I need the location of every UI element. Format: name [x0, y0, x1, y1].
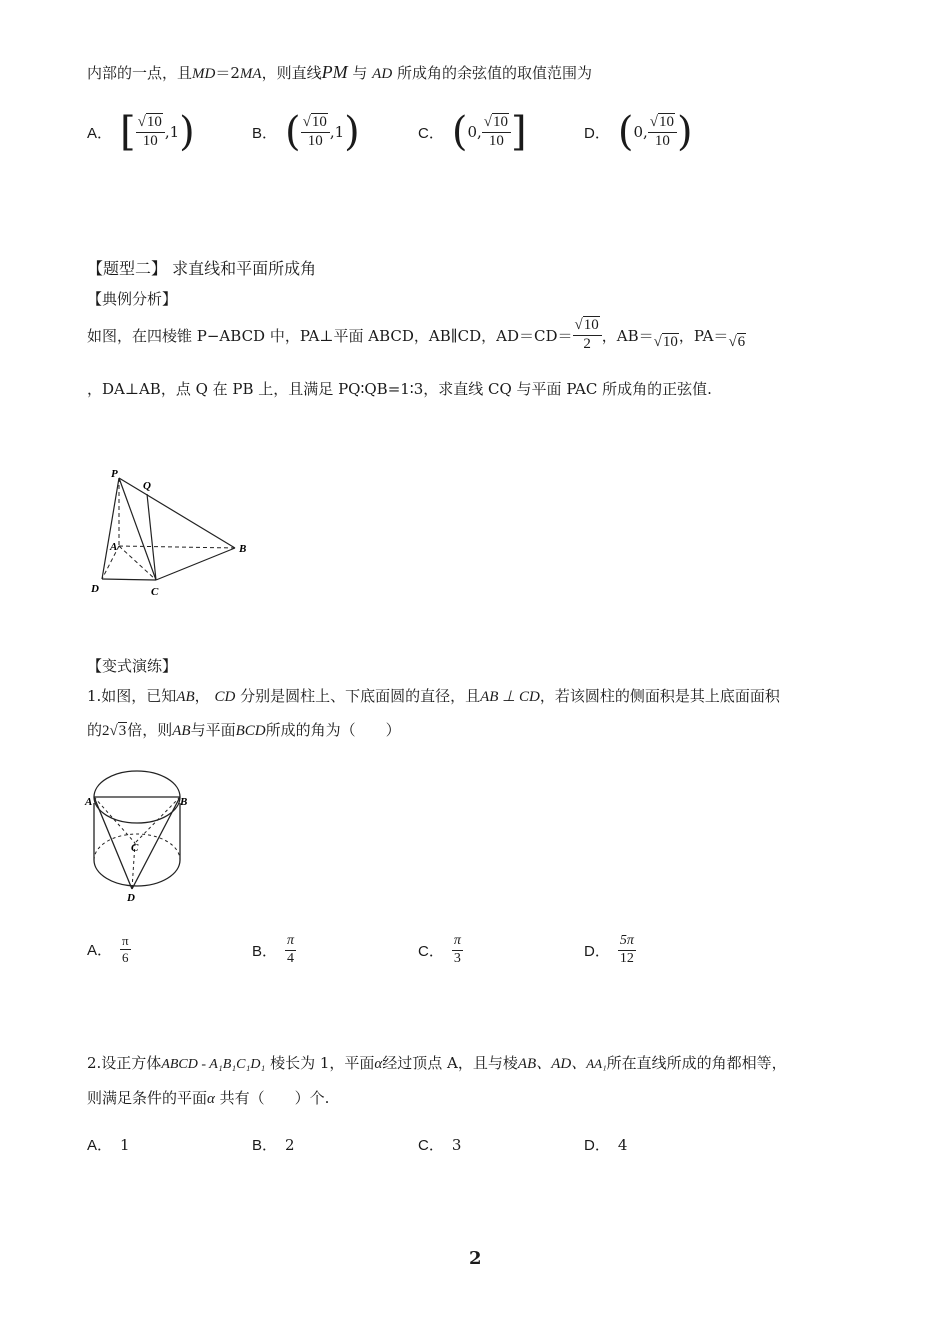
q1-line-1: 1.如图，已知AB， CD 分别是圆柱上、下底面圆的直径，且AB ⊥ CD，若该圆柱的侧面积是其上底面面积 — [87, 687, 780, 705]
q1-option-a[interactable]: A． $\frac{\pi}{6}$ — [87, 933, 129, 965]
q2-line-2: 则满足条件的平面α 共有（ ）个. — [87, 1089, 330, 1107]
line-ac — [94, 797, 135, 843]
example-line-2: ，DA⊥AB，点 Q 在 PB 上，且满足 PQ∶QB=1∶3，求直线 CQ 与平面 PAC 所成角的正弦值. — [87, 380, 712, 398]
edge-cb — [156, 548, 235, 580]
example-line-1 — [87, 318, 746, 353]
option-tail: ,1 — [164, 123, 180, 141]
line-bc — [135, 797, 180, 843]
fraction: $\frac{√10}{10}$ — [301, 115, 330, 150]
example-text-b: ，AB＝ — [601, 326, 654, 345]
label-q: Q — [143, 480, 151, 492]
label-b: B — [239, 543, 247, 555]
fraction: $\frac{√10}{10}$ — [648, 115, 677, 150]
bracket: ( — [617, 109, 634, 155]
example-sqrt-ab: √10 — [653, 333, 678, 350]
q1-option-c[interactable]: C． $\frac{\pi}{3}$ — [418, 933, 461, 966]
edge-pd — [102, 478, 119, 579]
q0-text-a: 内部的一点，且 — [87, 64, 193, 82]
bracket: ) — [179, 109, 195, 155]
q2-option-c[interactable]: C． 3 — [418, 1135, 462, 1154]
fraction: $\frac{√10}{10}$ — [482, 115, 511, 150]
option-head: 0, — [633, 123, 648, 141]
q2-option-b[interactable]: B． 2 — [252, 1135, 295, 1154]
label-d: D — [91, 583, 99, 595]
q0-option-d[interactable] — [584, 109, 693, 155]
example-heading: 【典例分析】 — [87, 290, 178, 308]
option-label: A． — [87, 124, 113, 142]
fraction: $\frac{\pi}{6}$ — [122, 933, 129, 965]
q0-stem — [87, 62, 592, 83]
cylinder-figure — [82, 765, 197, 905]
page-number: 2 — [469, 1248, 482, 1269]
q0-option-c[interactable] — [418, 109, 527, 155]
bracket: ( — [451, 109, 468, 155]
bracket: ) — [677, 109, 693, 155]
fraction: $\frac{√10}{10}$ — [136, 115, 165, 150]
option-tail: ,1 — [329, 123, 345, 141]
label-a: A — [85, 796, 93, 808]
example-text-c: ，PA＝ — [678, 326, 729, 345]
q0-ad: AD — [372, 66, 393, 82]
q0-option-b[interactable] — [252, 109, 360, 155]
q0-md: MD — [192, 66, 216, 82]
q1-option-d[interactable]: D． $\frac{5\pi}{12}$ — [584, 933, 634, 966]
option-head: 0, — [467, 123, 482, 141]
label-c: C — [151, 586, 159, 598]
q1-option-b[interactable]: B． $\frac{\pi}{4}$ — [252, 933, 295, 966]
label-p: P — [111, 468, 118, 480]
label-c: C — [131, 842, 139, 854]
q0-eq: ＝2 — [215, 64, 240, 82]
example-text-a: 如图，在四棱锥 P−ABCD 中，PA⊥平面 ABCD，AB∥CD，AD＝CD＝ — [87, 326, 573, 345]
example-sqrt-pa: √6 — [728, 333, 746, 350]
edge-ab — [119, 546, 235, 548]
fraction: $\frac{\pi}{4}$ — [287, 933, 295, 966]
label-d: D — [127, 892, 135, 904]
example-fraction: $\frac{√10}{2}$ — [573, 318, 602, 353]
q0-text-b: ，则直线 — [261, 64, 322, 82]
bracket: ) — [344, 109, 360, 155]
q2-option-d[interactable]: D． 4 — [584, 1135, 628, 1154]
bracket: [ — [120, 109, 136, 155]
bracket: ] — [511, 109, 527, 155]
edge-pb — [119, 478, 235, 548]
bracket: ( — [285, 109, 301, 155]
fraction: $\frac{5\pi}{12}$ — [619, 933, 634, 966]
bottom-front-arc — [94, 860, 180, 886]
edge-dc — [102, 579, 156, 580]
q0-text-c: 与 — [352, 64, 368, 82]
q0-pm: PM — [321, 62, 348, 82]
option-label: B． — [252, 124, 278, 142]
q2-line-1: 2.设正方体ABCD - A₁B₁C₁D₁ 棱长为 1，平面α经过顶点 A，且与棱AB、AD、AA₁所在直线所成的角都相等， — [87, 1054, 787, 1072]
label-b: B — [180, 796, 188, 808]
q2-option-a[interactable]: A． 1 — [87, 1135, 130, 1154]
q0-option-a[interactable] — [87, 109, 195, 155]
pyramid-figure — [85, 462, 260, 602]
q0-ma: MA — [239, 66, 262, 82]
option-label: D． — [584, 124, 610, 142]
label-a: A — [110, 541, 118, 553]
option-label: C． — [418, 124, 444, 142]
line-ad — [94, 797, 132, 889]
fraction: $\frac{\pi}{3}$ — [453, 933, 461, 966]
q1-line-2: 的2√3倍，则AB与平面BCD所成的角为（ ） — [87, 721, 401, 739]
section-title: 【题型二】 求直线和平面所成角 — [87, 259, 317, 278]
q0-text-d: 所成角的余弦值的取值范围为 — [396, 64, 592, 82]
variants-heading: 【变式演练】 — [87, 657, 178, 675]
